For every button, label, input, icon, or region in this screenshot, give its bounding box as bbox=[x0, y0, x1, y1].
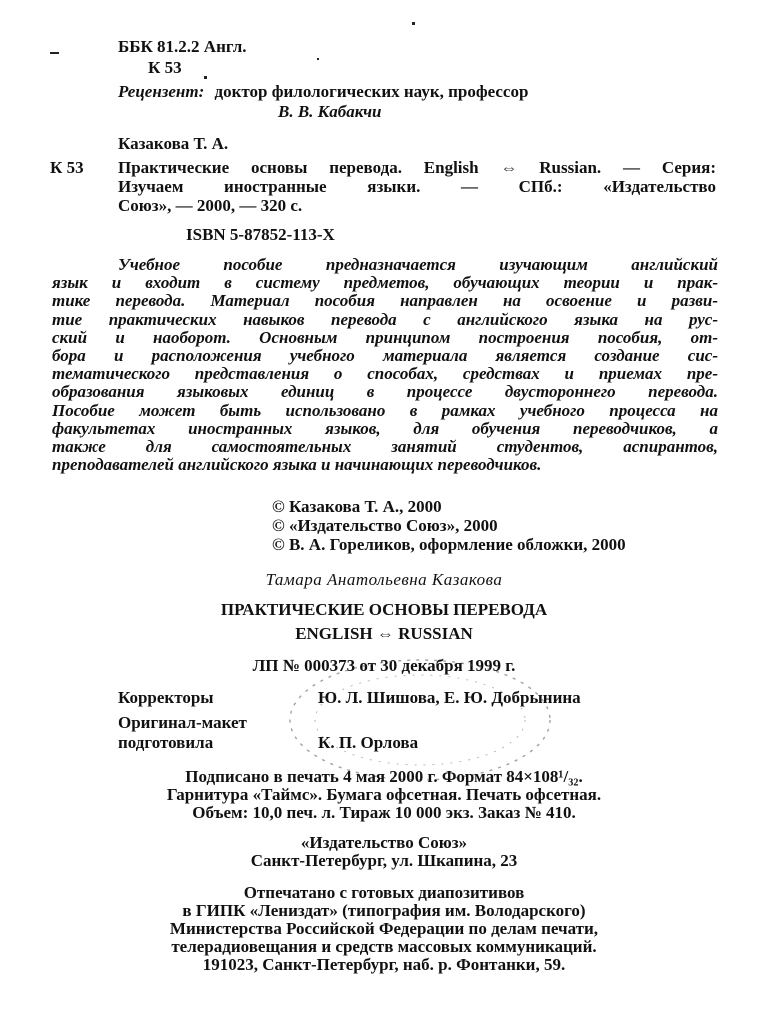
annotation-line: язык и входит в систему предметов, обучающих теории и прак- bbox=[52, 273, 718, 293]
print-line-2: Гарнитура «Таймс». Бумага офсетная. Печать офсетная. bbox=[166, 785, 602, 804]
book-author: Казакова Т. А. bbox=[118, 134, 229, 153]
annotation-line: тематического представления о способах, средствах и приемах пре- bbox=[52, 364, 718, 384]
scan-speck bbox=[317, 58, 319, 60]
scan-speck bbox=[412, 22, 415, 25]
bib-line-2: Изучаем иностранные языки. — СПб.: «Издательство bbox=[118, 177, 716, 196]
book-subtitle: ENGLISH ⇔ RUSSIAN bbox=[295, 624, 473, 643]
isbn: ISBN 5-87852-113-X bbox=[186, 225, 335, 244]
license-number: ЛП № 000373 от 30 декабря 1999 г. bbox=[252, 656, 516, 675]
annotation-line: тике перевода. Материал пособия направлен на освоение и разви- bbox=[52, 291, 718, 311]
correctors-label: Корректоры bbox=[118, 688, 214, 707]
copyright-1: © Казакова Т. А., 2000 bbox=[272, 497, 442, 516]
copyright-2: © «Издательство Союз», 2000 bbox=[272, 516, 498, 535]
print-line-3: Объем: 10,0 печ. л. Тираж 10 000 экз. Заказ № 410. bbox=[192, 803, 576, 822]
annotation-line: Пособие может быть использовано в рамках учебного процесса на bbox=[52, 400, 718, 420]
annotation-line: тие практических навыков перевода с английского языка на рус- bbox=[52, 309, 718, 329]
reviewer-line bbox=[118, 82, 528, 102]
bib-line-3: Союз», — 2000, — 320 с. bbox=[118, 196, 303, 215]
scan-speck bbox=[50, 52, 59, 54]
publisher-address: Санкт-Петербург, ул. Шкапина, 23 bbox=[250, 851, 518, 870]
correctors-names: Ю. Л. Шишова, Е. Ю. Добрынина bbox=[318, 688, 581, 707]
annotation-line: образования языковых единиц в процессе двустороннего перевода. bbox=[52, 382, 718, 402]
annotation-line: Учебное пособие предназначается изучающим английский bbox=[118, 255, 718, 274]
annotation bbox=[52, 256, 718, 474]
printer-line-2: в ГИПК «Лениздат» (типография им. Володарского) bbox=[182, 901, 586, 920]
annotation-line: преподавателей английского языка и начинающих переводчиков. bbox=[52, 455, 542, 475]
scan-speck bbox=[204, 76, 207, 79]
copyright-3: © В. А. Гореликов, оформление обложки, 2000 bbox=[272, 535, 626, 554]
reviewer-name: В. В. Кабакчи bbox=[278, 102, 382, 121]
annotation-line: факультетах иностранных языков, для обучения переводчиков, а bbox=[52, 418, 718, 438]
author-mark: К 53 bbox=[148, 58, 182, 77]
annotation-line: ский и наоборот. Основным принципом построения пособия, от- bbox=[52, 327, 718, 347]
printer-line-5: 191023, Санкт-Петербург, наб. р. Фонтанки, 59. bbox=[202, 955, 566, 974]
bbk-code: ББК 81.2.2 Англ. bbox=[118, 37, 247, 56]
print-line-1: Подписано в печать 4 мая 2000 г. Формат 84×108¹/₃₂. bbox=[185, 767, 583, 786]
printer-line-1: Отпечатано с готовых диапозитивов bbox=[243, 883, 525, 902]
layout-name: К. П. Орлова bbox=[318, 733, 419, 752]
printer-line-4: телерадиовещания и средств массовых коммуникаций. bbox=[171, 937, 597, 956]
side-code: К 53 bbox=[50, 158, 84, 177]
book-title: ПРАКТИЧЕСКИЕ ОСНОВЫ ПЕРЕВОДА bbox=[220, 600, 548, 619]
printer-line-3: Министерства Российской Федерации по делам печати, bbox=[169, 919, 599, 938]
layout-label-1: Оригинал-макет bbox=[118, 713, 247, 732]
bib-line-1: Практические основы перевода. English ⇔ Russian. — Серия: bbox=[118, 158, 716, 177]
layout-label-2: подготовила bbox=[118, 733, 214, 752]
annotation-line: также для самостоятельных занятий студентов, аспирантов, bbox=[52, 437, 718, 457]
publisher-name: «Издательство Союз» bbox=[300, 833, 468, 852]
annotation-line: бора и расположения учебного материала является создание сис- bbox=[52, 346, 718, 366]
reviewer-title: доктор филологических наук, профессор bbox=[214, 82, 529, 101]
author-full-name: Тамара Анатольевна Казакова bbox=[265, 570, 503, 589]
reviewer-label: Рецензент: bbox=[118, 82, 205, 101]
